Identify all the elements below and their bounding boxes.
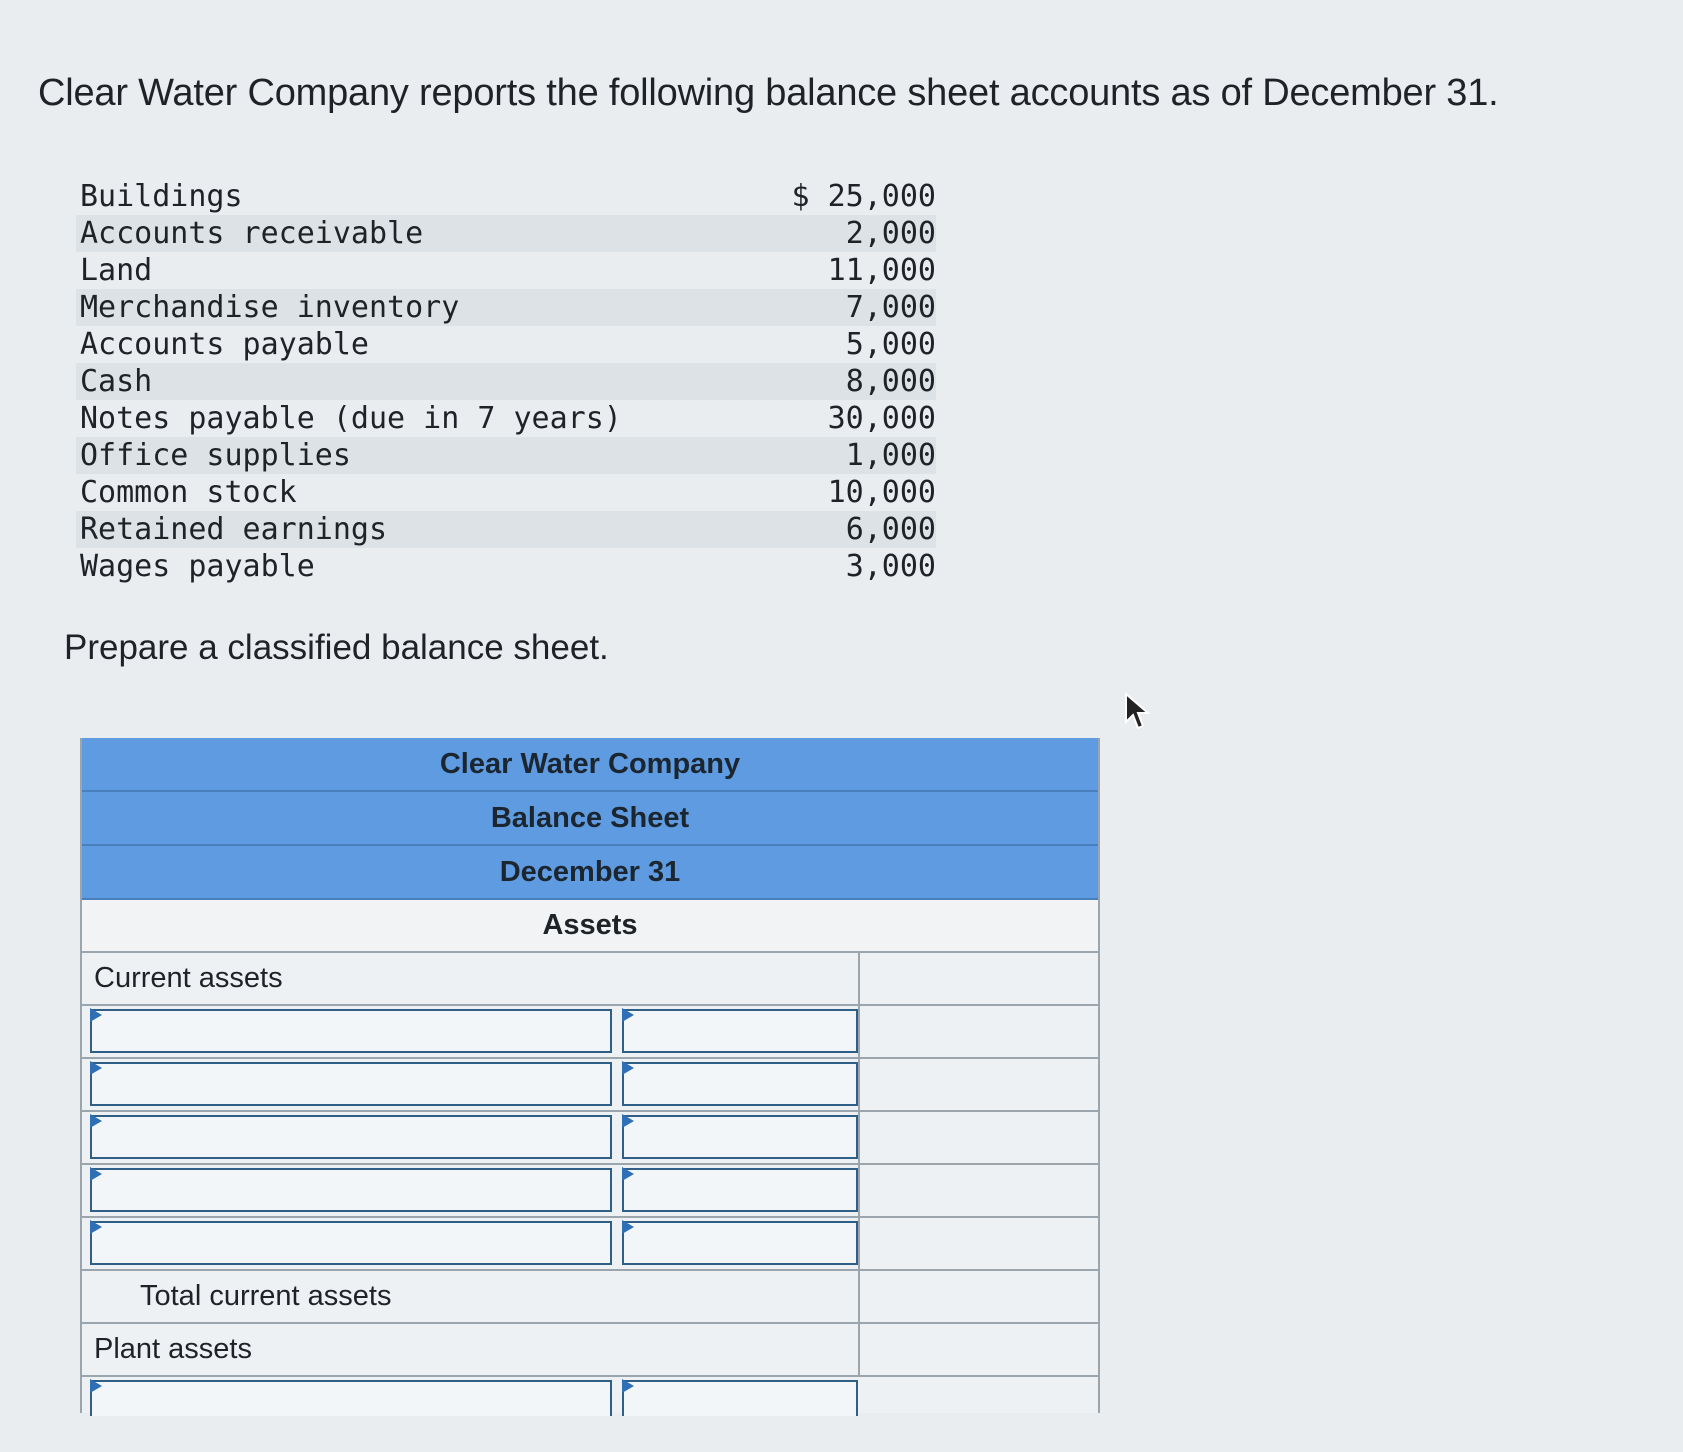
entry-row bbox=[82, 1059, 1098, 1112]
account-name: Wages payable bbox=[80, 549, 315, 584]
amount-input[interactable] bbox=[622, 1062, 858, 1106]
account-select[interactable] bbox=[90, 1062, 612, 1106]
question-text: Clear Water Company reports the following balance sheet accounts as of December 31. bbox=[38, 72, 1499, 114]
account-select[interactable] bbox=[90, 1221, 612, 1265]
account-row bbox=[76, 548, 936, 585]
entry-row bbox=[82, 1006, 1098, 1059]
account-select[interactable] bbox=[90, 1168, 612, 1212]
account-select[interactable] bbox=[90, 1009, 612, 1053]
amount-input[interactable] bbox=[622, 1115, 858, 1159]
column-divider bbox=[858, 1112, 860, 1163]
account-amount: 6,000 bbox=[845, 512, 936, 547]
mouse-cursor-icon bbox=[1124, 692, 1152, 732]
statement-date: December 31 bbox=[82, 846, 1098, 900]
account-name: Land bbox=[80, 253, 153, 288]
company-name: Clear Water Company bbox=[82, 738, 1098, 792]
account-row bbox=[76, 289, 936, 326]
dropdown-marker-icon bbox=[622, 1379, 634, 1393]
account-row bbox=[76, 437, 936, 474]
dropdown-marker-icon bbox=[90, 1114, 102, 1128]
account-select[interactable] bbox=[90, 1115, 612, 1159]
amount-input[interactable] bbox=[622, 1380, 858, 1416]
dropdown-marker-icon bbox=[622, 1008, 634, 1022]
assets-section-heading: Assets bbox=[82, 900, 1098, 953]
account-name: Office supplies bbox=[80, 438, 351, 473]
column-divider bbox=[858, 1165, 860, 1216]
dropdown-marker-icon bbox=[90, 1167, 102, 1181]
account-name: Common stock bbox=[80, 475, 297, 510]
total-current-assets-label: Total current assets bbox=[140, 1280, 392, 1312]
account-amount: 2,000 bbox=[845, 216, 936, 251]
account-amount: 8,000 bbox=[845, 364, 936, 399]
account-name: Accounts receivable bbox=[80, 216, 424, 251]
account-amount: 1,000 bbox=[845, 438, 936, 473]
account-row bbox=[76, 326, 936, 363]
instruction-text: Prepare a classified balance sheet. bbox=[64, 628, 609, 667]
dropdown-marker-icon bbox=[90, 1008, 102, 1022]
column-divider bbox=[858, 1006, 860, 1057]
account-select[interactable] bbox=[90, 1380, 612, 1416]
account-row bbox=[76, 252, 936, 289]
account-name: Merchandise inventory bbox=[80, 290, 460, 325]
account-row bbox=[76, 215, 936, 252]
column-divider bbox=[858, 1059, 860, 1110]
account-row bbox=[76, 511, 936, 548]
accounts-list bbox=[76, 178, 936, 585]
account-name: Retained earnings bbox=[80, 512, 388, 547]
current-assets-label: Current assets bbox=[94, 962, 283, 994]
amount-input[interactable] bbox=[622, 1221, 858, 1265]
dropdown-marker-icon bbox=[622, 1220, 634, 1234]
account-row bbox=[76, 474, 936, 511]
account-name: Accounts payable bbox=[80, 327, 369, 362]
entry-row bbox=[82, 1377, 1098, 1413]
dropdown-marker-icon bbox=[90, 1061, 102, 1075]
account-row bbox=[76, 400, 936, 437]
account-name: Buildings bbox=[80, 179, 243, 214]
account-amount: 5,000 bbox=[845, 327, 936, 362]
column-divider bbox=[858, 1218, 860, 1269]
plant-assets-row bbox=[82, 1324, 1098, 1377]
column-divider bbox=[858, 1271, 860, 1322]
account-name: Notes payable (due in 7 years) bbox=[80, 401, 622, 436]
account-amount: 3,000 bbox=[845, 549, 936, 584]
account-row bbox=[76, 363, 936, 400]
statement-title: Balance Sheet bbox=[82, 792, 1098, 846]
account-amount: 11,000 bbox=[827, 253, 936, 288]
amount-input[interactable] bbox=[622, 1168, 858, 1212]
column-divider bbox=[858, 1324, 860, 1375]
dropdown-marker-icon bbox=[622, 1061, 634, 1075]
dropdown-marker-icon bbox=[622, 1114, 634, 1128]
account-name: Cash bbox=[80, 364, 153, 399]
amount-input[interactable] bbox=[622, 1009, 858, 1053]
account-amount: 10,000 bbox=[827, 475, 936, 510]
balance-sheet-form bbox=[80, 738, 1100, 1413]
entry-row bbox=[82, 1218, 1098, 1271]
dropdown-marker-icon bbox=[622, 1167, 634, 1181]
plant-assets-label: Plant assets bbox=[94, 1333, 252, 1365]
account-amount: 30,000 bbox=[827, 401, 936, 436]
column-divider bbox=[858, 953, 860, 1004]
dropdown-marker-icon bbox=[90, 1379, 102, 1393]
account-amount: 7,000 bbox=[845, 290, 936, 325]
total-current-assets-row bbox=[82, 1271, 1098, 1324]
entry-row bbox=[82, 1112, 1098, 1165]
account-amount: $ 25,000 bbox=[791, 179, 936, 214]
entry-row bbox=[82, 1165, 1098, 1218]
dropdown-marker-icon bbox=[90, 1220, 102, 1234]
account-row bbox=[76, 178, 936, 215]
current-assets-row bbox=[82, 953, 1098, 1006]
